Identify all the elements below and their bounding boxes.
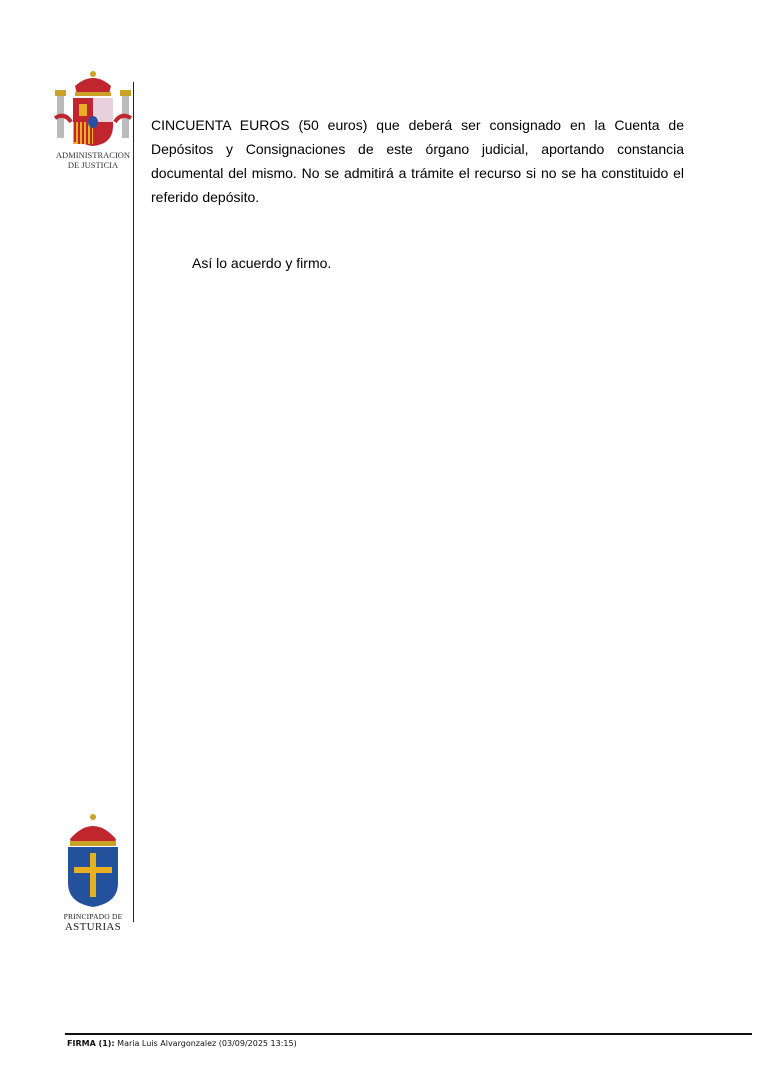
signature-value: Maria Luis Alvargonzalez (03/09/2025 13:15) [117,1039,297,1048]
principado-asturias-logo [62,813,124,933]
margin-rule [133,82,134,922]
footer-divider [65,1033,752,1035]
signature-footer [67,1039,297,1048]
caption-line2: DE JUSTICIA [67,160,119,170]
logo-caption [53,150,133,170]
asturias-coat-of-arms-icon [62,813,124,909]
closing-text: Así lo acuerdo y firmo. [192,255,332,271]
administracion-justicia-logo [53,68,133,172]
caption-line1: ADMINISTRACION [55,150,131,160]
logo-caption-line1: PRINCIPADO DE [63,912,123,921]
logo-caption-line2: ASTURIAS [64,921,122,933]
signature-label: FIRMA (1): [67,1039,115,1048]
spain-coat-of-arms-icon [53,68,133,150]
body-paragraph: CINCUENTA EUROS (50 euros) que deberá ser consignado en la Cuenta de Depósitos y Consignaciones de este órgano judicial, aportando constancia documental del mismo. No se admitirá a trámite el recurso si no se ha constituido el referido depósito. [151,117,684,205]
